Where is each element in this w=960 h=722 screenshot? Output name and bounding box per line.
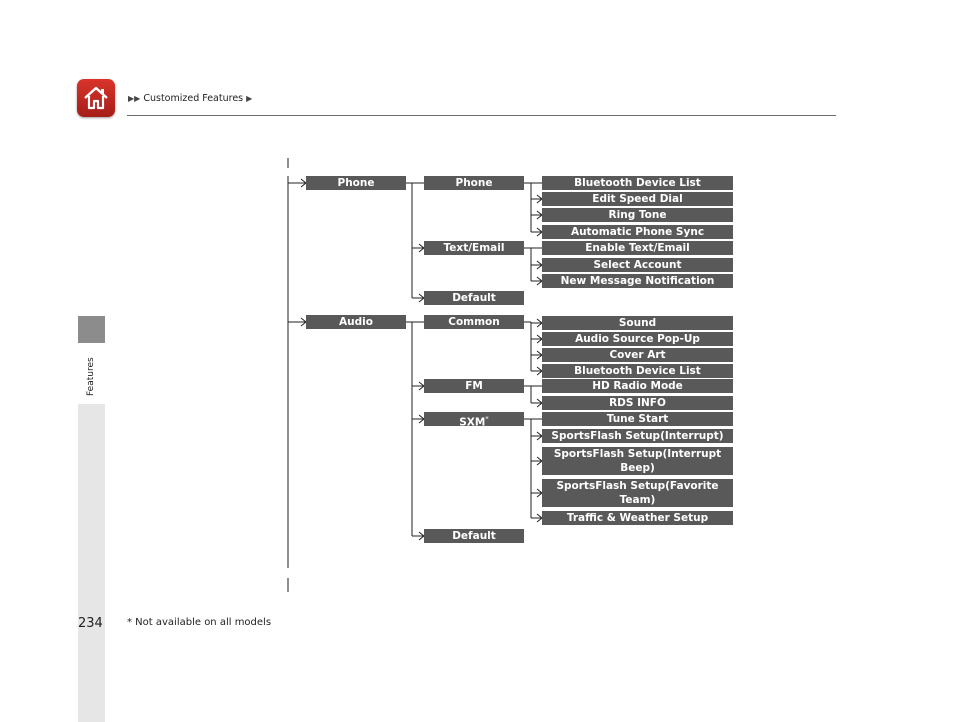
menu-audio-common[interactable]: Common (424, 315, 524, 329)
breadcrumb-prefix-icon: ▶▶ (128, 94, 141, 103)
breadcrumb-title[interactable]: Customized Features (143, 93, 244, 104)
menu-item-audio-source-pop-up[interactable]: Audio Source Pop-Up (542, 332, 733, 346)
menu-item-ring-tone[interactable]: Ring Tone (542, 208, 733, 222)
section-label: Features (86, 357, 96, 396)
breadcrumb-suffix-icon: ▶ (246, 94, 253, 103)
menu-item-automatic-phone-sync[interactable]: Automatic Phone Sync (542, 225, 733, 239)
footnote: * Not available on all models (127, 617, 272, 628)
menu-item-new-message-notification[interactable]: New Message Notification (542, 274, 733, 288)
menu-item-cover-art[interactable]: Cover Art (542, 348, 733, 362)
not-all-models-mark: * (485, 415, 489, 423)
menu-item-sound[interactable]: Sound (542, 316, 733, 330)
menu-audio-fm[interactable]: FM (424, 379, 524, 393)
menu-item-audio-bluetooth-device-list[interactable]: Bluetooth Device List (542, 364, 733, 378)
menu-item-enable-text-email[interactable]: Enable Text/Email (542, 241, 733, 255)
menu-audio[interactable]: Audio (306, 315, 406, 329)
menu-item-traffic-weather-setup[interactable]: Traffic & Weather Setup (542, 511, 733, 525)
menu-item-tune-start[interactable]: Tune Start (542, 412, 733, 426)
menu-item-edit-speed-dial[interactable]: Edit Speed Dial (542, 192, 733, 206)
page-number: 234 (78, 616, 103, 631)
menu-item-bluetooth-device-list[interactable]: Bluetooth Device List (542, 176, 733, 190)
menu-item-hd-radio-mode[interactable]: HD Radio Mode (542, 379, 733, 393)
menu-item-sportsflash-interrupt[interactable]: SportsFlash Setup(Interrupt) (542, 429, 733, 443)
menu-phone-text-email[interactable]: Text/Email (424, 241, 524, 255)
menu-phone-default[interactable]: Default (424, 291, 524, 305)
menu-phone[interactable]: Phone (306, 176, 406, 190)
menu-audio-sxm-label: SXM (459, 416, 486, 429)
menu-item-sportsflash-interrupt-beep[interactable]: SportsFlash Setup(Interrupt Beep) (542, 447, 733, 475)
menu-audio-sxm[interactable] (424, 412, 524, 429)
menu-phone-phone[interactable]: Phone (424, 176, 524, 190)
menu-item-sportsflash-favorite-team[interactable]: SportsFlash Setup(Favorite Team) (542, 479, 733, 507)
menu-audio-default[interactable]: Default (424, 529, 524, 543)
menu-item-rds-info[interactable]: RDS INFO (542, 396, 733, 410)
menu-item-select-account[interactable]: Select Account (542, 258, 733, 272)
